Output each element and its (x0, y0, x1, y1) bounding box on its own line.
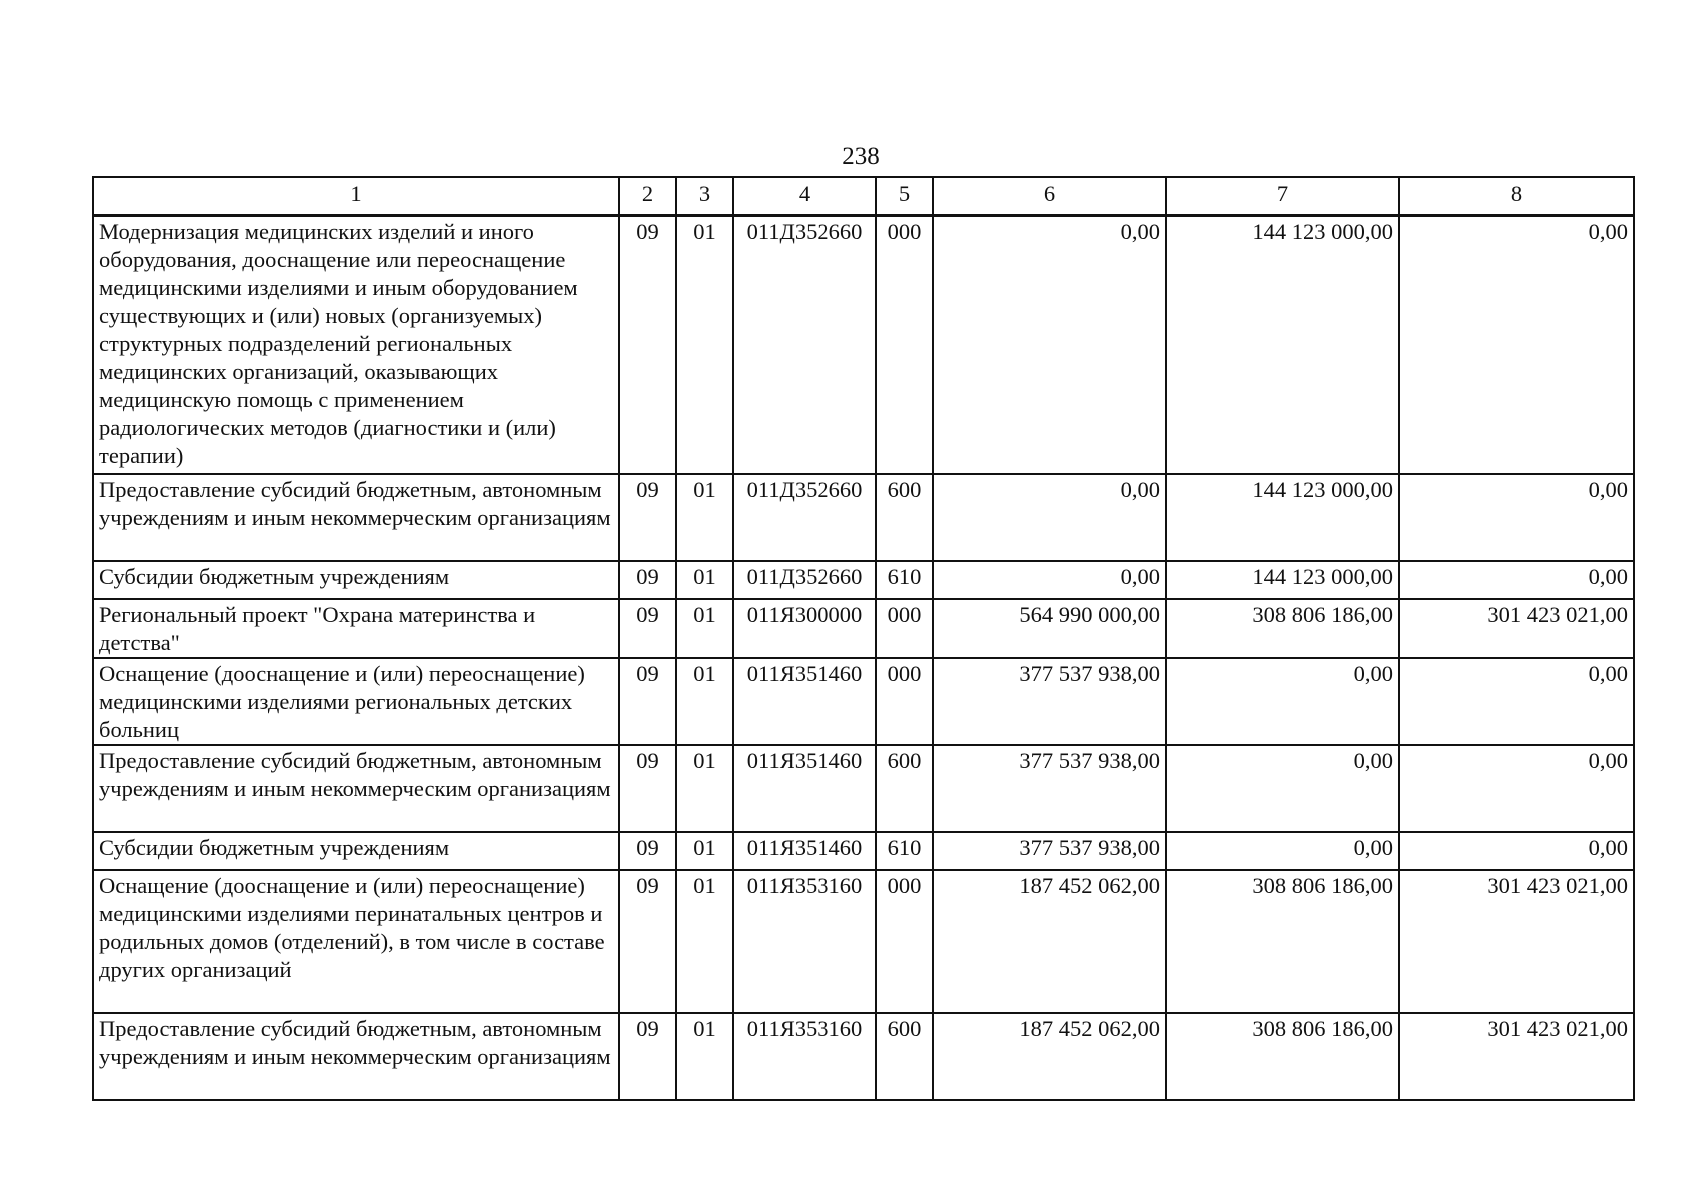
amount-col-7: 308 806 186,00 (1166, 599, 1399, 658)
subsection-code: 01 (676, 832, 733, 870)
section-code: 09 (619, 745, 676, 832)
section-code: 09 (619, 599, 676, 658)
column-header: 2 (619, 177, 676, 216)
subsection-code: 01 (676, 474, 733, 561)
row-name: Оснащение (дооснащение и (или) переоснащение) медицинскими изделиями региональных детских больниц (93, 658, 619, 745)
amount-col-8: 0,00 (1399, 561, 1634, 599)
row-name: Субсидии бюджетным учреждениям (93, 832, 619, 870)
section-code: 09 (619, 658, 676, 745)
page-number: 238 (842, 143, 880, 170)
column-header: 8 (1399, 177, 1634, 216)
table-row (93, 658, 1634, 745)
subsection-code: 01 (676, 745, 733, 832)
target-article-code: 011Я353160 (733, 870, 876, 1013)
section-code: 09 (619, 561, 676, 599)
amount-col-8: 0,00 (1399, 474, 1634, 561)
row-name: Предоставление субсидий бюджетным, автономным учреждениям и иным некоммерческим организациям (93, 1013, 619, 1100)
amount-col-6: 564 990 000,00 (933, 599, 1166, 658)
amount-col-8: 0,00 (1399, 216, 1634, 474)
table-row (93, 832, 1634, 870)
amount-col-6: 377 537 938,00 (933, 745, 1166, 832)
target-article-code: 011Д352660 (733, 561, 876, 599)
section-code: 09 (619, 1013, 676, 1100)
section-code: 09 (619, 832, 676, 870)
amount-col-8: 301 423 021,00 (1399, 599, 1634, 658)
subsection-code: 01 (676, 216, 733, 474)
amount-col-6: 377 537 938,00 (933, 658, 1166, 745)
column-header: 1 (93, 177, 619, 216)
amount-col-8: 0,00 (1399, 832, 1634, 870)
row-name: Оснащение (дооснащение и (или) переоснащение) медицинскими изделиями перинатальных центров и родильных домов (отделений), в том числе в составе других организаций (93, 870, 619, 1013)
amount-col-6: 0,00 (933, 216, 1166, 474)
section-code: 09 (619, 474, 676, 561)
table-row (93, 561, 1634, 599)
table-row (93, 474, 1634, 561)
expense-type-code: 610 (876, 832, 933, 870)
subsection-code: 01 (676, 561, 733, 599)
row-name: Предоставление субсидий бюджетным, автономным учреждениям и иным некоммерческим организациям (93, 745, 619, 832)
amount-col-8: 301 423 021,00 (1399, 1013, 1634, 1100)
table-row (93, 599, 1634, 658)
amount-col-6: 187 452 062,00 (933, 1013, 1166, 1100)
target-article-code: 011Я351460 (733, 832, 876, 870)
amount-col-7: 0,00 (1166, 832, 1399, 870)
amount-col-6: 0,00 (933, 474, 1166, 561)
subsection-code: 01 (676, 658, 733, 745)
subsection-code: 01 (676, 1013, 733, 1100)
target-article-code: 011Д352660 (733, 474, 876, 561)
amount-col-7: 308 806 186,00 (1166, 870, 1399, 1013)
row-name: Предоставление субсидий бюджетным, автономным учреждениям и иным некоммерческим организациям (93, 474, 619, 561)
expense-type-code: 610 (876, 561, 933, 599)
table-row (93, 870, 1634, 1013)
amount-col-6: 377 537 938,00 (933, 832, 1166, 870)
amount-col-7: 144 123 000,00 (1166, 561, 1399, 599)
amount-col-8: 0,00 (1399, 745, 1634, 832)
target-article-code: 011Я353160 (733, 1013, 876, 1100)
expense-type-code: 600 (876, 1013, 933, 1100)
row-name: Модернизация медицинских изделий и иного оборудования, дооснащение или переоснащение медицинскими изделиями и иным оборудованием существующих и (или) новых (организуемых) структурных подразделений региональных медицинских организаций, оказывающих медицинскую помощь с применением радиологических методов (диагностики и (или) терапии) (93, 216, 619, 474)
amount-col-8: 301 423 021,00 (1399, 870, 1634, 1013)
amount-col-7: 144 123 000,00 (1166, 474, 1399, 561)
amount-col-7: 144 123 000,00 (1166, 216, 1399, 474)
budget-table (92, 176, 1635, 1101)
target-article-code: 011Д352660 (733, 216, 876, 474)
amount-col-8: 0,00 (1399, 658, 1634, 745)
table-row (93, 1013, 1634, 1100)
amount-col-7: 0,00 (1166, 745, 1399, 832)
row-name: Региональный проект "Охрана материнства и детства" (93, 599, 619, 658)
subsection-code: 01 (676, 599, 733, 658)
column-header: 3 (676, 177, 733, 216)
target-article-code: 011Я351460 (733, 745, 876, 832)
table-row (93, 745, 1634, 832)
expense-type-code: 000 (876, 658, 933, 745)
section-code: 09 (619, 216, 676, 474)
section-code: 09 (619, 870, 676, 1013)
expense-type-code: 000 (876, 599, 933, 658)
column-header: 5 (876, 177, 933, 216)
amount-col-6: 0,00 (933, 561, 1166, 599)
expense-type-code: 000 (876, 216, 933, 474)
expense-type-code: 600 (876, 745, 933, 832)
target-article-code: 011Я351460 (733, 658, 876, 745)
amount-col-7: 0,00 (1166, 658, 1399, 745)
header-row (93, 177, 1634, 216)
column-header: 7 (1166, 177, 1399, 216)
amount-col-7: 308 806 186,00 (1166, 1013, 1399, 1100)
subsection-code: 01 (676, 870, 733, 1013)
expense-type-code: 000 (876, 870, 933, 1013)
table-row (93, 216, 1634, 474)
row-name: Субсидии бюджетным учреждениям (93, 561, 619, 599)
column-header: 6 (933, 177, 1166, 216)
amount-col-6: 187 452 062,00 (933, 870, 1166, 1013)
column-header: 4 (733, 177, 876, 216)
target-article-code: 011Я300000 (733, 599, 876, 658)
expense-type-code: 600 (876, 474, 933, 561)
